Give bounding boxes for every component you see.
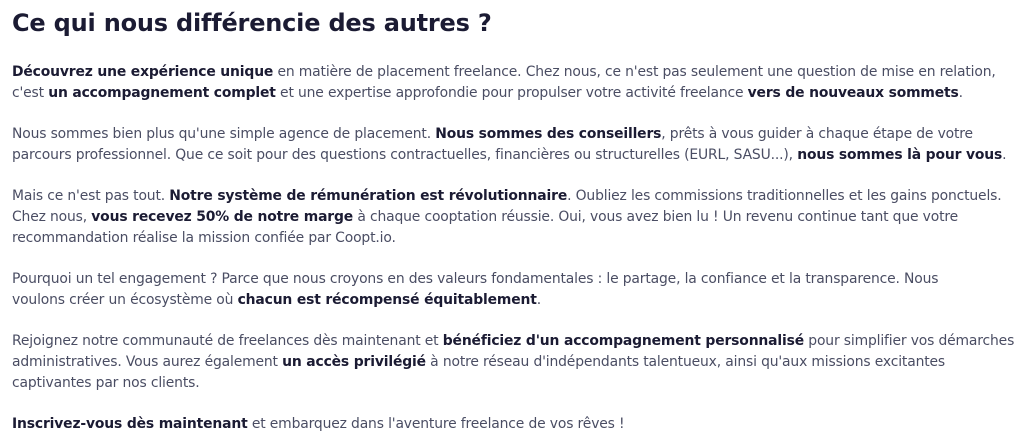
paragraph-3 <box>12 186 1014 249</box>
body-text-segment: . <box>1002 147 1007 163</box>
emphasis-text: Nous sommes des conseillers <box>435 126 662 142</box>
body-text-segment: à chaque cooptation réussie. Oui, vous avez bien lu ! Un revenu continue tant que votre <box>353 209 959 225</box>
body-text-segment: administratives. Vous aurez également <box>12 354 283 370</box>
paragraph-line <box>12 228 1014 249</box>
emphasis-text: vers de nouveaux sommets <box>747 85 959 101</box>
emphasis-text: un accès privilégié <box>282 354 426 370</box>
body-text-segment: , prêts à vous guider à chaque étape de votre <box>661 126 973 142</box>
paragraph-line <box>12 145 1014 166</box>
paragraph-line <box>12 124 1014 145</box>
emphasis-text: chacun est récompensé équitablement <box>237 292 537 308</box>
paragraph-line <box>12 186 1014 207</box>
body-text-segment: captivantes par nos clients. <box>12 375 200 391</box>
emphasis-text: nous sommes là pour vous <box>797 147 1003 163</box>
body-text-segment: Chez nous, <box>12 209 92 225</box>
section-title: Ce qui nous différencie des autres ? <box>12 9 492 37</box>
body-text-segment: c'est <box>12 85 49 101</box>
body-text-segment: . <box>536 292 541 308</box>
body-text-segment: voulons créer un écosystème où <box>12 292 238 308</box>
paragraph-6 <box>12 414 1014 435</box>
body-text-segment: en matière de placement freelance. Chez nous, ce n'est pas seulement une question de mise en relation, <box>273 64 996 80</box>
emphasis-text: vous recevez 50% de notre marge <box>91 209 354 225</box>
paragraph-line <box>12 269 1014 290</box>
body-text-segment: recommandation réalise la mission confiée par Coopt.io. <box>12 230 396 246</box>
emphasis-text: bénéficiez d'un accompagnement personnalisé <box>442 333 805 349</box>
body-text <box>12 62 1014 435</box>
emphasis-text: un accompagnement complet <box>48 85 276 101</box>
body-text-segment: Mais ce n'est pas tout. <box>12 188 170 204</box>
body-text-segment: à notre réseau d'indépendants talentueux, ainsi qu'aux missions excitantes <box>425 354 945 370</box>
paragraph-2 <box>12 124 1014 166</box>
body-text-segment: et embarquez dans l'aventure freelance de vos rêves ! <box>247 416 625 432</box>
paragraph-line <box>12 83 1014 104</box>
body-text-segment: Nous sommes bien plus qu'une simple agence de placement. <box>12 126 436 142</box>
paragraph-line <box>12 414 1014 435</box>
paragraph-line <box>12 373 1014 394</box>
body-text-segment: parcours professionnel. Que ce soit pour des questions contractuelles, financières ou structurelles (EURL, SASU...), <box>12 147 798 163</box>
paragraph-5 <box>12 331 1014 394</box>
paragraph-line <box>12 62 1014 83</box>
body-text-segment: Pourquoi un tel engagement ? Parce que nous croyons en des valeurs fondamentales : le partage, la confiance et la transparence. Nous <box>12 271 939 287</box>
body-text-segment: Rejoignez notre communauté de freelances dès maintenant et <box>12 333 443 349</box>
emphasis-text: Découvrez une expérience unique <box>12 64 274 80</box>
body-text-segment: . Oubliez les commissions traditionnelles et les gains ponctuels. <box>567 188 1002 204</box>
body-text-segment: et une expertise approfondie pour propulser votre activité freelance <box>275 85 748 101</box>
paragraph-4 <box>12 269 1014 311</box>
paragraph-line <box>12 207 1014 228</box>
paragraph-1 <box>12 62 1014 104</box>
paragraph-line <box>12 331 1014 352</box>
body-text-segment: pour simplifier vos démarches <box>804 333 1015 349</box>
body-text-segment: . <box>958 85 963 101</box>
emphasis-text: Inscrivez-vous dès maintenant <box>12 416 248 432</box>
paragraph-line <box>12 352 1014 373</box>
emphasis-text: Notre système de rémunération est révolutionnaire <box>169 188 568 204</box>
paragraph-line <box>12 290 1014 311</box>
